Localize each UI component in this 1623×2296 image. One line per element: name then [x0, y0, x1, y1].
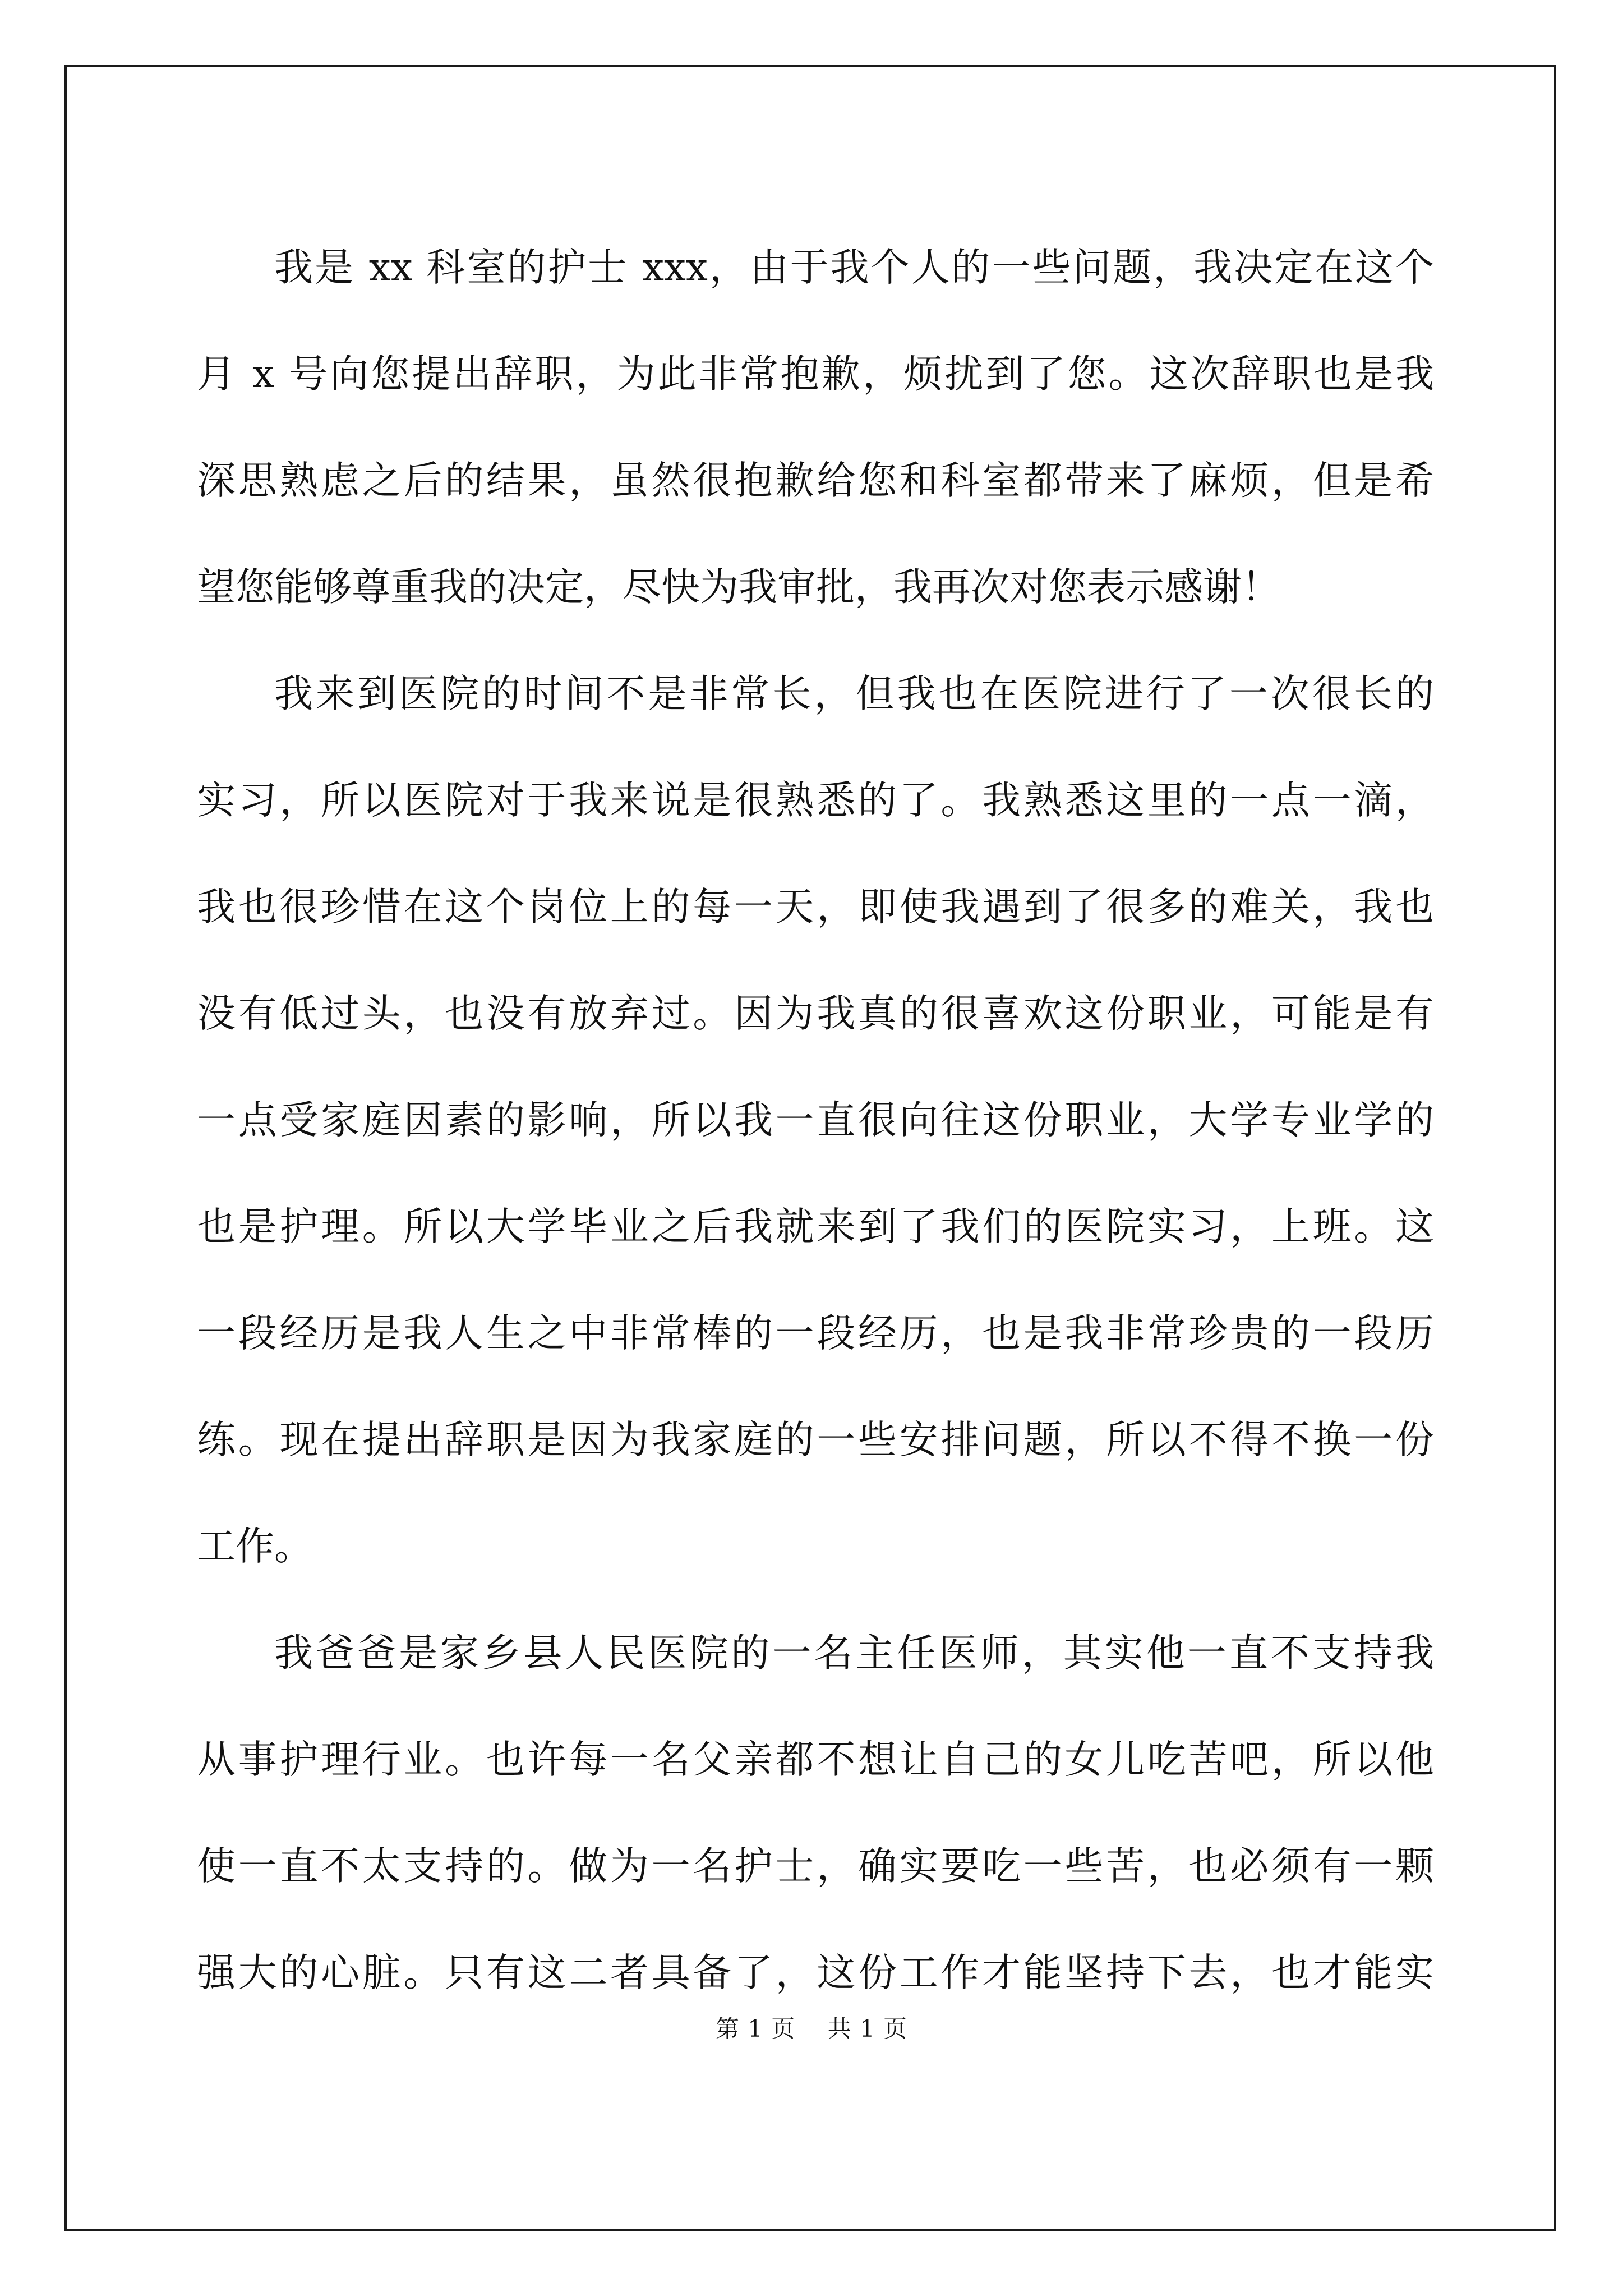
page-footer [0, 2010, 1623, 2044]
paragraph-3 [197, 1600, 1434, 2026]
page-number: 第 1 页 [715, 2015, 796, 2042]
text-line: 强大的心脏。只有这二者具备了，这份工作才能坚持下去，也才能实 [197, 1950, 1434, 1995]
text-line: 深思熟虑之后的结果，虽然很抱歉给您和科室都带来了麻烦，但是希 [197, 458, 1434, 503]
text-line: 我也很珍惜在这个岗位上的每一天，即使我遇到了很多的难关，我也 [197, 885, 1434, 930]
text-line: 月 x 号向您提出辞职，为此非常抱歉，烦扰到了您。这次辞职也是我 [197, 352, 1434, 397]
text-line: 我来到医院的时间不是非常长，但我也在医院进行了一次很长的 [274, 671, 1434, 716]
text-line: 没有低过头，也没有放弃过。因为我真的很喜欢这份职业，可能是有 [197, 991, 1434, 1036]
text-line: 一段经历是我人生之中非常棒的一段经历，也是我非常珍贵的一段历 [197, 1311, 1434, 1356]
text-line: 我爸爸是家乡县人民医院的一名主任医师，其实他一直不支持我 [274, 1631, 1434, 1676]
text-line: 实习，所以医院对于我来说是很熟悉的了。我熟悉这里的一点一滴， [197, 778, 1434, 823]
text-line: 练。现在提出辞职是因为我家庭的一些安排问题，所以不得不换一份 [197, 1418, 1434, 1462]
text-line: 从事护理行业。也许每一名父亲都不想让自己的女儿吃苦吧，所以他 [197, 1737, 1434, 1782]
text-line: 使一直不太支持的。做为一名护士，确实要吃一些苦，也必须有一颗 [197, 1844, 1434, 1889]
document-body [197, 214, 1434, 2026]
text-line: 一点受家庭因素的影响，所以我一直很向往这份职业，大学专业学的 [197, 1098, 1434, 1143]
page-total: 共 1 页 [827, 2015, 908, 2042]
paragraph-2 [197, 641, 1434, 1600]
text-line: 也是护理。所以大学毕业之后我就来到了我们的医院实习，上班。这 [197, 1204, 1434, 1249]
paragraph-1 [197, 214, 1434, 641]
text-line: 望您能够尊重我的决定，尽快为我审批，我再次对您表示感谢！ [197, 565, 1280, 610]
text-line: 我是 xx 科室的护士 xxx，由于我个人的一些问题，我决定在这个 [274, 245, 1434, 290]
text-line: 工作。 [197, 1524, 313, 1569]
